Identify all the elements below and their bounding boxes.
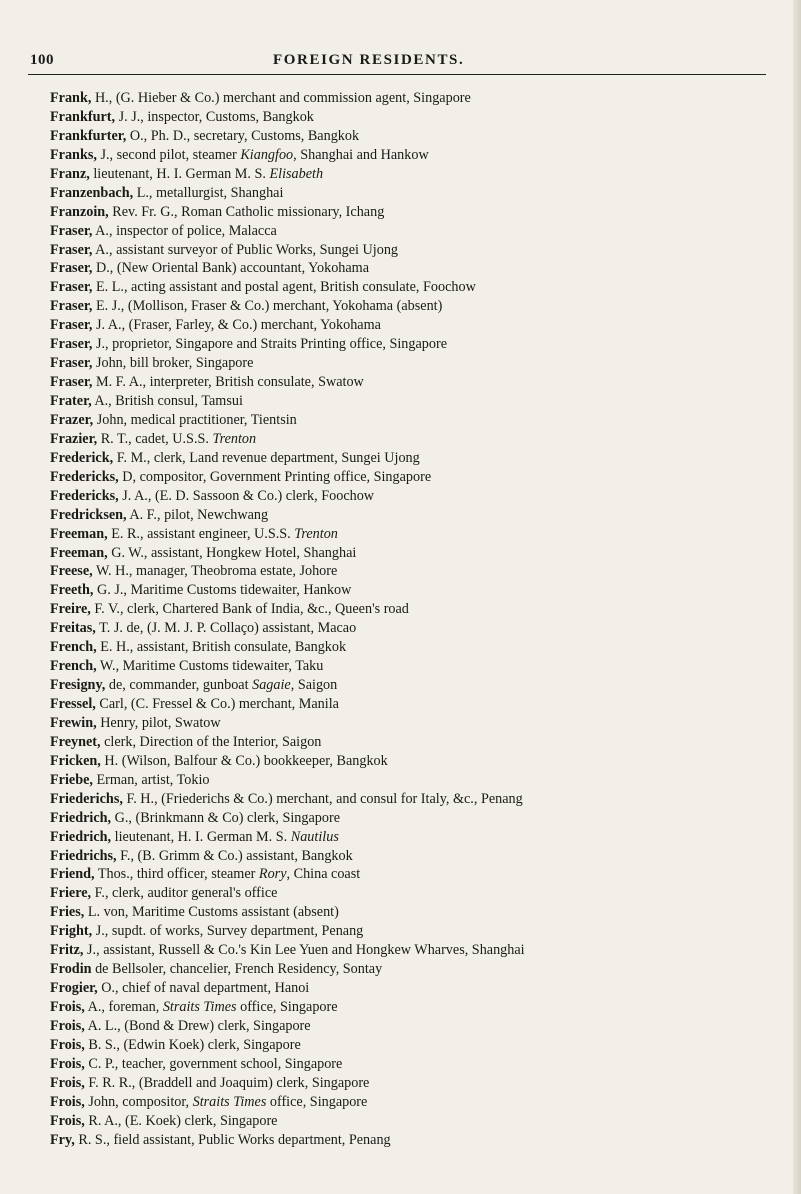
- entry-details: A., assistant surveyor of Public Works, Sungei Ujong: [92, 241, 399, 258]
- entry-details: W., Maritime Customs tidewaiter, Taku: [96, 658, 324, 675]
- entry-details: F., (B. Grimm & Co.) assistant, Bangkok: [116, 847, 353, 864]
- list-item: [50, 695, 790, 714]
- entry-details: Thos., third officer, steamer: [94, 866, 259, 883]
- entry-surname: Frazer,: [50, 411, 94, 428]
- list-item: [50, 544, 790, 563]
- entry-details: G. W., assistant, Hongkew Hotel, Shanghai: [107, 544, 357, 561]
- list-item: [50, 1036, 790, 1055]
- entry-details-tail: , China coast: [286, 866, 361, 883]
- entry-surname: Fright,: [50, 923, 93, 940]
- entry-details: J., supdt. of works, Survey department, Penang: [92, 923, 364, 940]
- entry-details: John, medical practitioner, Tientsin: [93, 411, 297, 428]
- list-item: [50, 525, 790, 544]
- entry-surname: Frazier,: [50, 430, 98, 447]
- entry-surname: Freynet,: [50, 733, 101, 750]
- entry-details: H., (G. Hieber & Co.) merchant and commission agent, Singapore: [91, 90, 471, 106]
- entry-surname: Franzoin,: [50, 203, 109, 220]
- entry-details: Henry, pilot, Swatow: [96, 714, 221, 731]
- list-item: [50, 1055, 790, 1074]
- list-item: [50, 430, 790, 449]
- list-item: [50, 146, 790, 165]
- entry-details: O., chief of naval department, Hanoi: [97, 980, 310, 997]
- entry-details: F. M., clerk, Land revenue department, Sungei Ujong: [113, 449, 420, 466]
- list-item: [50, 392, 790, 411]
- entry-surname: Franz,: [50, 165, 90, 182]
- entry-surname: Fresigny,: [50, 677, 106, 694]
- list-item: [50, 847, 790, 866]
- list-item: [50, 184, 790, 203]
- list-item: [50, 657, 790, 676]
- list-item: [50, 1074, 790, 1093]
- list-item: [50, 297, 790, 316]
- entry-surname: Frankfurt,: [50, 108, 116, 125]
- entry-surname: Fries,: [50, 904, 85, 921]
- list-item: [50, 600, 790, 619]
- list-item: [50, 354, 790, 373]
- entry-details: A., inspector of police, Malacca: [92, 222, 277, 239]
- entry-details: de Bellsoler, chancelier, French Residency, Sontay: [91, 961, 383, 978]
- entry-details: A. L., (Bond & Drew) clerk, Singapore: [84, 1017, 311, 1034]
- entry-details-tail: , Shanghai and Hankow: [293, 146, 429, 163]
- entry-surname: Frankfurter,: [50, 127, 127, 144]
- entry-surname: Fricken,: [50, 752, 101, 769]
- list-item: [50, 259, 790, 278]
- entry-vessel-or-title: Nautilus: [290, 828, 339, 845]
- list-item: [50, 316, 790, 335]
- entry-surname: Fredericks,: [50, 468, 119, 485]
- entry-details: J., assistant, Russell & Co.'s Kin Lee Yuen and Hongkew Wharves, Shanghai: [83, 942, 525, 959]
- list-item: [50, 733, 790, 752]
- entry-details: D., (New Oriental Bank) accountant, Yokohama: [92, 260, 370, 277]
- entry-vessel-or-title: Trenton: [294, 525, 338, 542]
- entry-surname: Friedrichs,: [50, 847, 117, 864]
- entry-details: Carl, (C. Fressel & Co.) merchant, Manila: [95, 696, 339, 712]
- list-item: [50, 449, 790, 468]
- list-item: [50, 771, 790, 790]
- entry-surname: Frois,: [50, 1074, 85, 1091]
- entry-details: J. J., inspector, Customs, Bangkok: [115, 108, 314, 125]
- entry-details: E. J., (Mollison, Fraser & Co.) merchant, Yokohama (absent): [92, 298, 443, 315]
- list-item: [50, 373, 790, 392]
- entry-details: G., (Brinkmann & Co) clerk, Singapore: [111, 809, 341, 826]
- list-item: [50, 884, 790, 903]
- entry-surname: Fraser,: [50, 260, 93, 277]
- entry-surname: Franks,: [50, 146, 97, 163]
- entry-surname: Frois,: [50, 1112, 85, 1129]
- entry-details: A. F., pilot, Newchwang: [126, 506, 269, 523]
- entry-surname: Frewin,: [50, 714, 97, 731]
- entry-surname: Frederick,: [50, 449, 114, 466]
- page-edge: [793, 0, 801, 1194]
- entry-surname: Freeth,: [50, 582, 94, 599]
- entry-surname: Fressel,: [50, 696, 96, 712]
- entry-details: J. A., (E. D. Sassoon & Co.) clerk, Foochow: [118, 487, 375, 504]
- entry-details: T. J. de, (J. M. J. P. Collaço) assistant, Macao: [95, 620, 357, 637]
- list-item: [50, 506, 790, 525]
- entry-surname: Freeman,: [50, 525, 108, 542]
- entry-surname: French,: [50, 639, 97, 656]
- entry-surname: Frogier,: [50, 980, 98, 997]
- entry-details-tail: , Saigon: [290, 677, 338, 694]
- entry-surname: Frois,: [50, 1055, 85, 1072]
- entry-details: M. F. A., interpreter, British consulate, Swatow: [92, 374, 364, 391]
- list-item: [50, 809, 790, 828]
- entry-details: de, commander, gunboat: [105, 677, 253, 694]
- entry-surname: Fraser,: [50, 355, 93, 372]
- entry-details-tail: office, Singapore: [266, 1093, 368, 1110]
- entry-surname: Friedrich,: [50, 809, 112, 826]
- entry-details: A., British consul, Tamsui: [91, 393, 243, 409]
- list-item: [50, 714, 790, 733]
- entry-details: F. H., (Friederichs & Co.) merchant, and consul for Italy, &c., Penang: [122, 790, 523, 807]
- list-item: [50, 960, 790, 979]
- list-item: [50, 790, 790, 809]
- entry-surname: Frois,: [50, 1017, 85, 1034]
- list-item: [50, 922, 790, 941]
- entry-surname: Freitas,: [50, 620, 96, 637]
- entry-surname: Frater,: [50, 393, 92, 409]
- entry-details: J. A., (Fraser, Farley, & Co.) merchant, Yokohama: [92, 317, 381, 334]
- header-rule: [28, 74, 766, 75]
- entry-surname: Friere,: [50, 885, 92, 902]
- list-item: [50, 828, 790, 847]
- entry-vessel-or-title: Straits Times: [162, 999, 237, 1015]
- entry-details-tail: office, Singapore: [236, 999, 338, 1015]
- entry-details: J., second pilot, steamer: [96, 146, 241, 163]
- entry-details: E. H., assistant, British consulate, Bangkok: [96, 639, 347, 656]
- list-item: [50, 1093, 790, 1112]
- entry-vessel-or-title: Elisabeth: [269, 165, 324, 182]
- running-title: FOREIGN RESIDENTS.: [273, 52, 465, 68]
- entry-surname: Fry,: [50, 1131, 75, 1148]
- entry-details: C. P., teacher, government school, Singapore: [84, 1055, 343, 1072]
- entry-details: R. T., cadet, U.S.S.: [97, 430, 213, 447]
- entry-vessel-or-title: Straits Times: [192, 1093, 267, 1110]
- entry-surname: Frois,: [50, 1093, 85, 1110]
- entry-details: F. V., clerk, Chartered Bank of India, &c., Queen's road: [90, 601, 409, 618]
- entry-details: W. H., manager, Theobroma estate, Johore: [92, 563, 338, 580]
- entry-surname: Fritz,: [50, 942, 84, 959]
- list-item: [50, 903, 790, 922]
- list-item: [50, 676, 790, 695]
- entry-surname: Fraser,: [50, 298, 93, 315]
- entry-surname: Frois,: [50, 1036, 85, 1053]
- list-item: [50, 1112, 790, 1131]
- list-item: [50, 89, 790, 108]
- entry-details: lieutenant, H. I. German M. S.: [89, 165, 270, 182]
- entry-surname: Friederichs,: [50, 790, 123, 807]
- entry-details: John, bill broker, Singapore: [92, 355, 254, 372]
- entry-surname: Freeman,: [50, 544, 108, 561]
- list-item: [50, 487, 790, 506]
- list-item: [50, 562, 790, 581]
- entry-surname: Fraser,: [50, 241, 93, 258]
- entry-details: L. von, Maritime Customs assistant (absent): [84, 904, 339, 921]
- list-item: [50, 752, 790, 771]
- list-item: [50, 468, 790, 487]
- list-item: [50, 278, 790, 297]
- entry-surname: Fraser,: [50, 336, 93, 353]
- resident-list: [50, 89, 790, 1150]
- entry-vessel-or-title: Kiangfoo: [240, 146, 294, 163]
- list-item: [50, 411, 790, 430]
- list-item: [50, 1131, 790, 1150]
- list-item: [50, 998, 790, 1017]
- entry-details: E. L., acting assistant and postal agent, British consulate, Foochow: [92, 279, 476, 296]
- entry-details: John, compositor,: [84, 1093, 193, 1110]
- entry-surname: Franzenbach,: [50, 184, 134, 201]
- entry-details: F., clerk, auditor general's office: [91, 885, 278, 902]
- list-item: [50, 241, 790, 260]
- entry-details: O., Ph. D., secretary, Customs, Bangkok: [126, 127, 360, 144]
- entry-surname: Frois,: [50, 999, 85, 1015]
- entry-surname: Fraser,: [50, 279, 93, 296]
- list-item: [50, 203, 790, 222]
- entry-details: G. J., Maritime Customs tidewaiter, Hankow: [93, 582, 352, 599]
- entry-details: A., foreman,: [84, 999, 163, 1015]
- entry-details: lieutenant, H. I. German M. S.: [111, 828, 291, 845]
- entry-details: L., metallurgist, Shanghai: [133, 184, 284, 201]
- page-number: 100: [30, 52, 54, 68]
- list-item: [50, 979, 790, 998]
- entry-surname: Freire,: [50, 601, 91, 618]
- entry-surname: Fraser,: [50, 222, 93, 239]
- entry-surname: Frank,: [50, 90, 92, 106]
- entry-details: E. R., assistant engineer, U.S.S.: [107, 525, 295, 542]
- entry-details: R. A., (E. Koek) clerk, Singapore: [84, 1112, 278, 1129]
- list-item: [50, 127, 790, 146]
- entry-details: R. S., field assistant, Public Works department, Penang: [74, 1131, 391, 1148]
- entry-details: D, compositor, Government Printing office, Singapore: [118, 468, 432, 485]
- entry-details: clerk, Direction of the Interior, Saigon: [100, 733, 322, 750]
- entry-details: H. (Wilson, Balfour & Co.) bookkeeper, Bangkok: [100, 752, 388, 769]
- list-item: [50, 865, 790, 884]
- entry-surname: Fraser,: [50, 374, 93, 391]
- entry-surname: Friebe,: [50, 771, 93, 788]
- entry-details: B. S., (Edwin Koek) clerk, Singapore: [84, 1036, 301, 1053]
- entry-vessel-or-title: Trenton: [212, 430, 257, 447]
- entry-surname: Friend,: [50, 866, 95, 883]
- list-item: [50, 638, 790, 657]
- list-item: [50, 581, 790, 600]
- entry-vessel-or-title: Rory: [258, 866, 287, 883]
- entry-surname: Fredericks,: [50, 487, 119, 504]
- entry-surname: Freese,: [50, 563, 93, 580]
- entry-surname: Fraser,: [50, 317, 93, 334]
- list-item: [50, 1017, 790, 1036]
- list-item: [50, 222, 790, 241]
- list-item: [50, 165, 790, 184]
- entry-surname: Fredricksen,: [50, 506, 127, 523]
- list-item: [50, 108, 790, 127]
- entry-surname: French,: [50, 658, 97, 675]
- entry-vessel-or-title: Sagaie: [252, 677, 291, 694]
- list-item: [50, 619, 790, 638]
- entry-details: Erman, artist, Tokio: [92, 771, 210, 788]
- entry-details: F. R. R., (Braddell and Joaquim) clerk, Singapore: [84, 1074, 370, 1091]
- entry-surname: Frodin: [50, 961, 92, 978]
- list-item: [50, 941, 790, 960]
- list-item: [50, 335, 790, 354]
- entry-details: J., proprietor, Singapore and Straits Printing office, Singapore: [92, 336, 448, 353]
- entry-details: Rev. Fr. G., Roman Catholic missionary, Ichang: [108, 203, 385, 220]
- entry-surname: Friedrich,: [50, 828, 112, 845]
